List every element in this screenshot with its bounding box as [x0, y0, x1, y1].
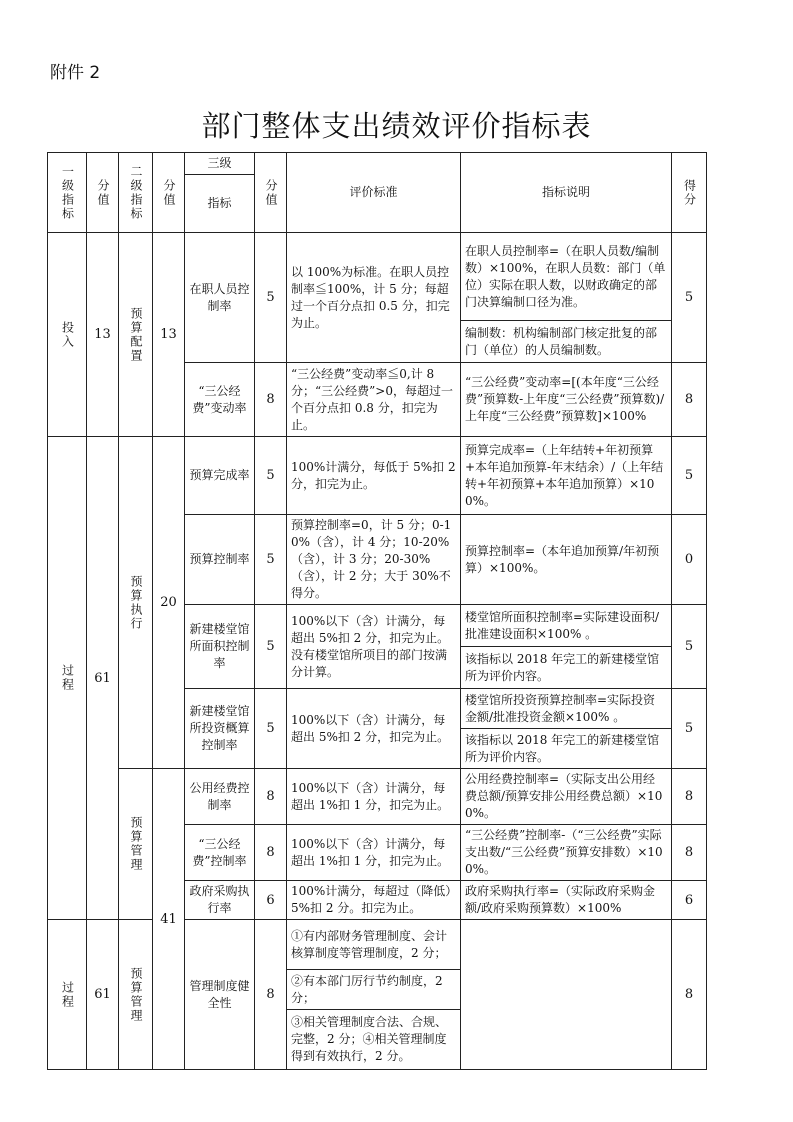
criteria-three-public-control: 100%以下（含）计满分，每超出 1%扣 1 分，扣完为止。: [287, 825, 461, 881]
points-mgmt-system: 8: [255, 920, 287, 1070]
criteria-public-funds: 100%以下（含）计满分，每超出 1%扣 1 分，扣完为止。: [287, 769, 461, 825]
indicator-building-area: 新建楼堂馆所面积控制率: [185, 605, 255, 689]
explain-building-area-a: 楼堂馆所面积控制率=实际建设面积/批准建设面积×100% 。: [461, 605, 672, 647]
header-level3-bottom: 指标: [185, 175, 255, 233]
header-level1: 一级指标: [48, 153, 87, 233]
points-public-funds: 8: [255, 769, 287, 825]
header-level3-top: 三级: [185, 153, 255, 175]
score-three-public-control: 8: [672, 825, 707, 881]
header-criteria: 评价标准: [287, 153, 461, 233]
level1-process-score: 61: [87, 437, 119, 920]
header-explain: 指标说明: [461, 153, 672, 233]
explain-building-investment-a: 楼堂馆所投资预算控制率=实际投资金额/批准投资金额×100% 。: [461, 689, 672, 729]
explain-budget-completion: 预算完成率=（上年结转+年初预算+本年追加预算-年末结余）/（上年结转+年初预算+本年追加预算）×100%。: [461, 437, 672, 515]
header-score1: 分值: [87, 153, 119, 233]
score-procurement: 6: [672, 881, 707, 920]
indicator-budget-completion: 预算完成率: [185, 437, 255, 515]
level1-process-b: 过程: [48, 920, 87, 1070]
explain-three-public-change: “三公经费”变动率=[(本年度“三公经费”预算数-上年度“三公经费”预算数)/上年度“三公经费”预算数]×100%: [461, 363, 672, 437]
score-staff-control: 5: [672, 233, 707, 363]
criteria-procurement: 100%计满分，每超过（降低）5%扣 2 分。扣完为止。: [287, 881, 461, 920]
header-level2: 二级指标: [119, 153, 153, 233]
level1-process: 过程: [48, 437, 87, 920]
criteria-mgmt-system-c: ③相关管理制度合法、合规、完整，2 分；④相关管理制度得到有效执行，2 分。: [287, 1010, 461, 1070]
indicator-public-funds: 公用经费控制率: [185, 769, 255, 825]
indicator-three-public-control: “三公经费”控制率: [185, 825, 255, 881]
criteria-budget-control: 预算控制率=0，计 5 分；0-10%（含），计 4 分；10-20%（含），计 3 分；20-30%（含），计 2 分；大于 30%不得分。: [287, 515, 461, 605]
points-budget-control: 5: [255, 515, 287, 605]
level2-budget-mgmt-score: 41: [153, 769, 185, 1070]
level1-input-score: 13: [87, 233, 119, 437]
points-three-public-control: 8: [255, 825, 287, 881]
explain-staff-control-a: 在职人员控制率=（在职人员数/编制数）×100%，在职人员数：部门（单位）实际在职人数，以财政确定的部门决算编制口径为准。: [461, 233, 672, 321]
indicator-procurement: 政府采购执行率: [185, 881, 255, 920]
score-three-public-change: 8: [672, 363, 707, 437]
level2-budget-config: 预算配置: [119, 233, 153, 437]
criteria-budget-completion: 100%计满分，每低于 5%扣 2 分，扣完为止。: [287, 437, 461, 515]
header-score: 得分: [672, 153, 707, 233]
score-budget-control: 0: [672, 515, 707, 605]
points-building-area: 5: [255, 605, 287, 689]
indicator-mgmt-system: 管理制度健全性: [185, 920, 255, 1070]
criteria-staff-control: 以 100%为标准。在职人员控制率≦100%，计 5 分；每超过一个百分点扣 0.5 分，扣完为止。: [287, 233, 461, 363]
indicator-table: [47, 152, 707, 1070]
points-staff-control: 5: [255, 233, 287, 363]
indicator-building-investment: 新建楼堂馆所投资概算控制率: [185, 689, 255, 769]
explain-mgmt-system: [461, 920, 672, 1070]
level1-process-b-score: 61: [87, 920, 119, 1070]
header-score2: 分值: [153, 153, 185, 233]
score-public-funds: 8: [672, 769, 707, 825]
level2-budget-exec: 预算执行: [119, 437, 153, 769]
level2-budget-config-score: 13: [153, 233, 185, 437]
explain-budget-control: 预算控制率=（本年追加预算/年初预算）×100%。: [461, 515, 672, 605]
explain-procurement: 政府采购执行率=（实际政府采购金额/政府采购预算数）×100%: [461, 881, 672, 920]
criteria-building-investment: 100%以下（含）计满分，每超出 5%扣 2 分，扣完为止。: [287, 689, 461, 769]
level1-input: 投入: [48, 233, 87, 437]
explain-staff-control-b: 编制数：机构编制部门核定批复的部门（单位）的人员编制数。: [461, 321, 672, 363]
points-procurement: 6: [255, 881, 287, 920]
attachment-label: 附件 2: [50, 63, 101, 83]
points-three-public-change: 8: [255, 363, 287, 437]
header-score3: 分值: [255, 153, 287, 233]
criteria-building-area: 100%以下（含）计满分，每超出 5%扣 2 分，扣完为止。没有楼堂馆所项目的部门按满分计算。: [287, 605, 461, 689]
criteria-three-public-change: “三公经费”变动率≦0,计 8 分；“三公经费”>0，每超过一个百分点扣 0.8 分，扣完为止。: [287, 363, 461, 437]
explain-three-public-control: “三公经费”控制率-（“三公经费”实际支出数/“三公经费”预算安排数）×100%。: [461, 825, 672, 881]
indicator-staff-control: 在职人员控制率: [185, 233, 255, 363]
explain-building-area-b: 该指标以 2018 年完工的新建楼堂馆所为评价内容。: [461, 647, 672, 689]
score-building-investment: 5: [672, 689, 707, 769]
points-building-investment: 5: [255, 689, 287, 769]
score-mgmt-system: 8: [672, 920, 707, 1070]
indicator-budget-control: 预算控制率: [185, 515, 255, 605]
explain-public-funds: 公用经费控制率=（实际支出公用经费总额/预算安排公用经费总额）×100%。: [461, 769, 672, 825]
criteria-mgmt-system-b: ②有本部门厉行节约制度，2 分；: [287, 970, 461, 1010]
points-budget-completion: 5: [255, 437, 287, 515]
level2-budget-mgmt-a: 预算管理: [119, 769, 153, 920]
score-budget-completion: 5: [672, 437, 707, 515]
explain-building-investment-b: 该指标以 2018 年完工的新建楼堂馆所为评价内容。: [461, 729, 672, 769]
page-title: 部门整体支出绩效评价指标表: [201, 109, 592, 143]
level2-budget-exec-score: 20: [153, 437, 185, 769]
criteria-mgmt-system-a: ①有内部财务管理制度、会计核算制度等管理制度，2 分；: [287, 920, 461, 970]
indicator-three-public-change: “三公经费”变动率: [185, 363, 255, 437]
level2-budget-mgmt-b: 预算管理: [119, 920, 153, 1070]
score-building-area: 5: [672, 605, 707, 689]
